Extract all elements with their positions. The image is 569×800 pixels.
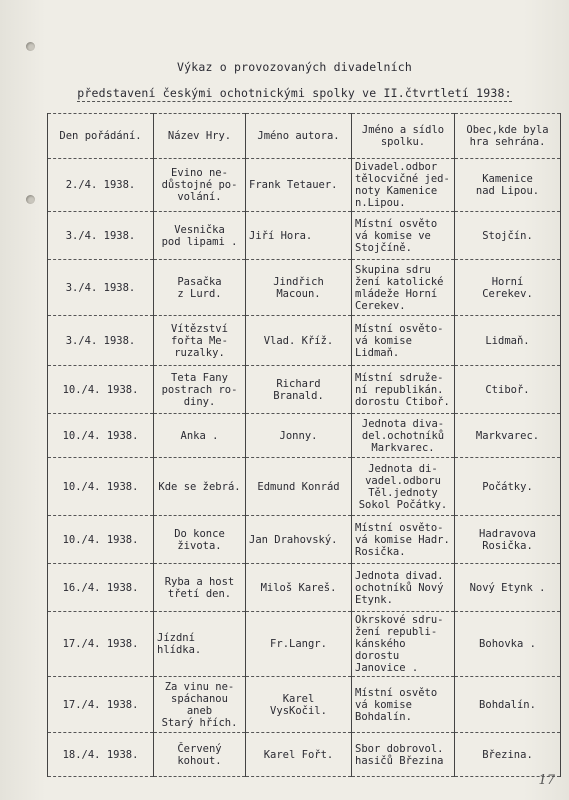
- cell-play: Evino ne- důstojné po- volání.: [154, 159, 246, 212]
- cell-place: Bohovka .: [455, 612, 561, 677]
- cell-club: Jednota diva- del.ochotníků Markvarec.: [352, 414, 455, 458]
- cell-place: Stojčín.: [455, 212, 561, 260]
- column-header-author: Jméno autora.: [246, 114, 352, 159]
- cell-club: Místní osvěto- vá komise Lidmaň.: [352, 316, 455, 366]
- table-header-row: [48, 114, 561, 159]
- cell-author: Frank Tetauer.: [246, 159, 352, 212]
- table-row: [48, 159, 561, 212]
- cell-date: 3./4. 1938.: [48, 212, 154, 260]
- table-row: [48, 366, 561, 414]
- cell-club: Okrskové sdru- žení republi- kánského dorostu Janovice .: [352, 612, 455, 677]
- cell-club: Sbor dobrovol. hasičů Březina: [352, 733, 455, 777]
- table-row: [48, 677, 561, 733]
- cell-date: 2./4. 1938.: [48, 159, 154, 212]
- cell-club: Skupina sdru žení katolické mládeže Horní Cerekev.: [352, 260, 455, 316]
- cell-author: Karel Fořt.: [246, 733, 352, 777]
- cell-club: Divadel.odbor tělocvičné jed- noty Kamenice n.Lipou.: [352, 159, 455, 212]
- cell-place: Kamenice nad Lipou.: [455, 159, 561, 212]
- table-row: [48, 516, 561, 564]
- cell-club: Místní osvěto vá komise ve Stojčíně.: [352, 212, 455, 260]
- table-row: [48, 612, 561, 677]
- cell-club: Jednota divad. ochotníků Nový Etynk.: [352, 564, 455, 612]
- punch-hole: [26, 42, 35, 51]
- table-row: [48, 260, 561, 316]
- cell-date: 10./4. 1938.: [48, 366, 154, 414]
- report-subtitle: představení českými ochotnickými spolky ve II.čtvrtletí 1938:: [77, 86, 512, 100]
- cell-date: 18./4. 1938.: [48, 733, 154, 777]
- cell-date: 16./4. 1938.: [48, 564, 154, 612]
- cell-club: Místní osvěto- vá komise Hadr. Rosička.: [352, 516, 455, 564]
- cell-place: Hadravova Rosička.: [455, 516, 561, 564]
- cell-play: Červený kohout.: [154, 733, 246, 777]
- cell-date: 3./4. 1938.: [48, 260, 154, 316]
- cell-author: Vlad. Kříž.: [246, 316, 352, 366]
- cell-place: Nový Etynk .: [455, 564, 561, 612]
- column-header-play: Název Hry.: [154, 114, 246, 159]
- cell-play: Pasačka z Lurd.: [154, 260, 246, 316]
- table-row: [48, 564, 561, 612]
- report-table: [47, 113, 561, 777]
- cell-author: Jan Drahovský.: [246, 516, 352, 564]
- cell-place: Bohdalín.: [455, 677, 561, 733]
- cell-place: Počátky.: [455, 458, 561, 516]
- cell-author: Fr.Langr.: [246, 612, 352, 677]
- cell-play: Kde se žebrá.: [154, 458, 246, 516]
- cell-play: Jízdní hlídka.: [154, 612, 246, 677]
- column-header-club: Jméno a sídlo spolku.: [352, 114, 455, 159]
- cell-author: Jindřich Macoun.: [246, 260, 352, 316]
- cell-play: Anka .: [154, 414, 246, 458]
- column-header-place: Obec,kde byla hra sehrána.: [455, 114, 561, 159]
- cell-author: Edmund Konrád: [246, 458, 352, 516]
- cell-place: Markvarec.: [455, 414, 561, 458]
- report-title: Výkaz o provozovaných divadelních: [176, 60, 413, 74]
- cell-author: Karel VysKočil.: [246, 677, 352, 733]
- cell-date: 10./4. 1938.: [48, 414, 154, 458]
- table-row: [48, 212, 561, 260]
- cell-place: Lidmaň.: [455, 316, 561, 366]
- cell-play: Do konce života.: [154, 516, 246, 564]
- cell-play: Ryba a host třetí den.: [154, 564, 246, 612]
- punch-hole: [26, 195, 35, 204]
- table-row: [48, 733, 561, 777]
- cell-author: Miloš Kareš.: [246, 564, 352, 612]
- page-number: 17: [538, 773, 555, 788]
- cell-place: Březina.: [455, 733, 561, 777]
- cell-date: 10./4. 1938.: [48, 516, 154, 564]
- cell-author: Jiří Hora.: [246, 212, 352, 260]
- cell-place: Horní Cerekev.: [455, 260, 561, 316]
- cell-date: 17./4. 1938.: [48, 612, 154, 677]
- cell-play: Za vinu ne- spáchanou aneb Starý hřích.: [154, 677, 246, 733]
- cell-date: 3./4. 1938.: [48, 316, 154, 366]
- cell-club: Místní osvěto vá komise Bohdalín.: [352, 677, 455, 733]
- table-row: [48, 414, 561, 458]
- cell-author: Richard Branald.: [246, 366, 352, 414]
- cell-date: 10./4. 1938.: [48, 458, 154, 516]
- cell-place: Ctiboř.: [455, 366, 561, 414]
- cell-club: Místní sdruže- ní republikán. dorostu Ctiboř.: [352, 366, 455, 414]
- cell-club: Jednota di- vadel.odboru Těl.jednoty Sokol Počátky.: [352, 458, 455, 516]
- cell-date: 17./4. 1938.: [48, 677, 154, 733]
- cell-author: Jonny.: [246, 414, 352, 458]
- cell-play: Vítězství fořta Me- ruzalky.: [154, 316, 246, 366]
- cell-play: Teta Fany postrach ro- diny.: [154, 366, 246, 414]
- table-row: [48, 316, 561, 366]
- column-header-date: Den pořádání.: [48, 114, 154, 159]
- table-row: [48, 458, 561, 516]
- cell-play: Vesnička pod lipami .: [154, 212, 246, 260]
